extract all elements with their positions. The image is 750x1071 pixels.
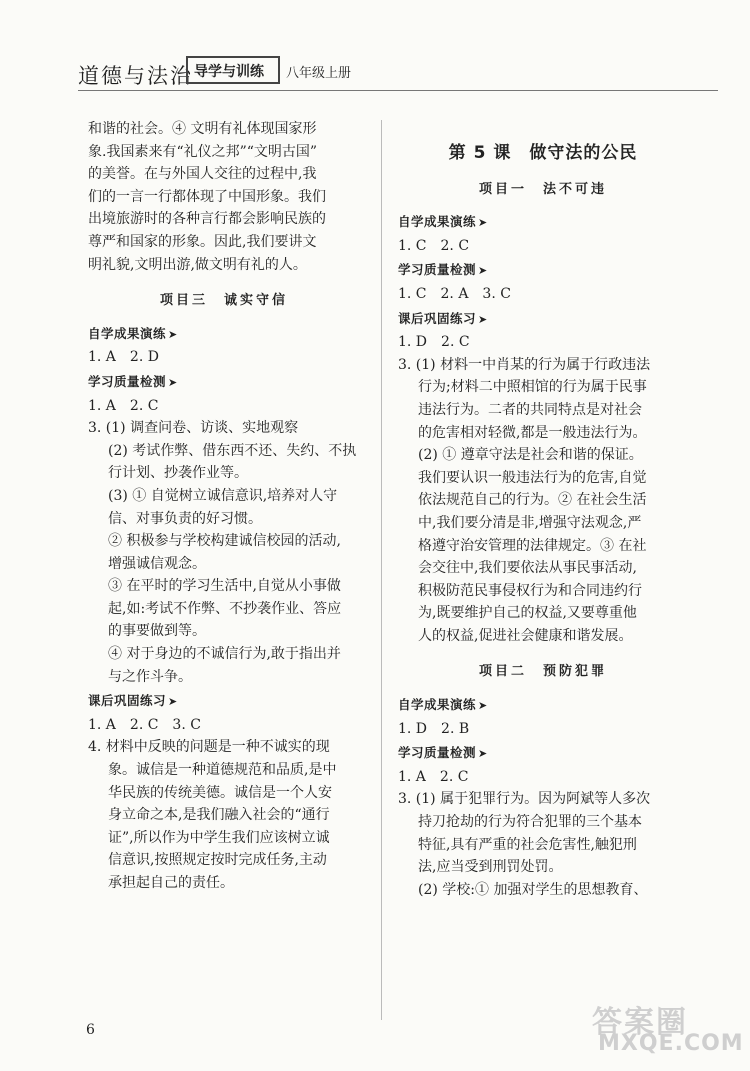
text-line: (2) ① 遵章守法是社会和谐的保证。 [418,447,643,464]
series-title: 导学与训练 [194,64,264,80]
question-3-answer [88,417,360,688]
text-line: 明礼貌,文明出游,做文明有礼的人。 [88,256,307,273]
text-line: 身立命之本,是我们融入社会的“通行 [108,807,330,824]
answers-line: 1. D 2. C [398,334,470,351]
answers-line: 1. A 2. D [88,349,159,366]
header-rule [78,90,718,91]
section-label: 课后巩固练习 ➤ [88,693,178,709]
text-line: 行为;材料二中照相馆的行为属于民事 [418,379,647,396]
answers-line: 1. A 2. C 3. C [88,716,201,733]
text-line: 和谐的社会。④ 文明有礼体现国家形 [88,121,317,137]
section-label: 学习质量检测 ➤ [88,373,178,389]
text-line: 象。诚信是一种道德规范和品质,是中 [108,762,337,779]
section-label: 学习质量检测 ➤ [398,262,488,278]
section-label: 自学成果演练 ➤ [88,325,178,341]
answers-line: 1. C 2. C [398,237,470,254]
triangle-icon: ➤ [478,747,488,761]
triangle-icon: ➤ [478,216,488,230]
text-line: (2) 学校:① 加强对学生的思想教育、 [418,881,648,898]
right-column [398,118,688,901]
section-label: 学习质量检测 ➤ [398,745,488,761]
triangle-icon: ➤ [168,327,178,341]
text-line: 特征,具有严重的社会危害性,触犯刑 [418,836,637,853]
answers-line: 1. A 2. C [398,768,469,785]
text-line: 尊严和国家的形象。因此,我们要讲文 [88,233,317,250]
question-4-answer [88,736,360,894]
text-line: 象.我国素来有“礼仪之邦”“文明古国” [88,143,318,160]
triangle-icon: ➤ [478,312,488,326]
text-line: 积极防范民事侵权行为和合同违约行 [418,582,642,599]
triangle-icon: ➤ [168,695,178,709]
continued-paragraph [88,118,360,276]
text-line: 起,如:考试不作弊、不抄袭作业、答应 [108,600,342,617]
left-column [88,118,360,895]
text-line: 的危害相对轻微,都是一般违法行为。 [418,424,647,441]
triangle-icon: ➤ [478,264,488,278]
text-line: 出境旅游时的各种言行都会影响民族的 [88,211,326,228]
answers-line: 1. C 2. A 3. C [398,285,511,302]
answers-line: 1. D 2. B [398,720,470,737]
text-line: 3. (1) 材料一中肖某的行为属于行政违法 [398,356,651,373]
text-line: 我们要认识一般违法行为的危害,自觉 [418,469,647,486]
watermark-line: MXQE.COM [598,1031,744,1056]
lesson-title: 第 5 课 做守法的公民 [448,143,638,163]
text-line: 3. (1) 属于犯罪行为。因为阿斌等人多次 [398,791,651,808]
text-line: 3. (1) 调查问卷、访谈、实地观察 [88,420,299,437]
answers-line: 1. A 2. C [88,397,159,414]
grade-label: 八年级上册 [286,66,352,81]
item-title-1: 项目一 法不可违 [478,181,607,197]
text-line: ③ 在平时的学习生活中,自觉从小事做 [108,578,341,595]
text-line: 承担起自己的责任。 [108,875,234,891]
text-line: 格遵守治安管理的法律规定。③ 在社 [418,537,647,554]
text-line: 与之作斗争。 [108,668,192,685]
text-line: 持刀抢劫的行为符合犯罪的三个基本 [418,814,642,831]
text-line: 的事要做到等。 [108,623,206,640]
question-3b-answer [398,788,688,901]
text-line: 依法规范自己的行为。② 在社会生活 [418,492,647,509]
triangle-icon: ➤ [478,699,488,713]
text-line: ② 积极参与学校构建诚信校园的活动, [108,533,341,550]
text-line: 证”,所以作为中学生我们应该树立诚 [108,829,330,846]
subject-title: 道德与法治 [78,64,193,88]
question-3-answer [398,354,688,648]
text-line: 中,我们要分清是非,增强守法观念,严 [418,514,642,531]
section-label: 自学成果演练 ➤ [398,697,488,713]
text-line: 会交往中,我们要依法从事民事活动, [418,560,637,577]
text-line: 信、对事负责的好习惯。 [108,510,262,527]
section-label: 自学成果演练 ➤ [398,214,488,230]
text-line: (2) 考试作弊、借东西不还、失约、不执 [108,442,357,459]
item-title-2: 项目二 预防犯罪 [478,664,607,680]
text-line: ④ 对于身边的不诚信行为,敢于指出并 [108,646,341,663]
section-label: 课后巩固练习 ➤ [398,310,488,326]
text-line: 行计划、抄袭作业等。 [108,465,248,482]
text-line: 信意识,按照规定按时完成任务,主动 [108,852,327,869]
item-title-3: 项目三 诚实守信 [159,293,288,309]
text-line: 人的权益,促进社会健康和谐发展。 [418,627,633,644]
text-line: 为,既要维护自己的权益,又要尊重他 [418,605,637,622]
text-line: 们的一言一行都体现了中国形象。我们 [88,188,326,205]
text-line: 违法行为。二者的共同特点是对社会 [418,401,642,418]
text-line: 的美誉。在与外国人交往的过程中,我 [88,166,317,183]
text-line: 华民族的传统美德。诚信是一个人安 [108,784,332,801]
text-line: 法,应当受到刑罚处罚。 [418,859,563,876]
text-line: (3) ① 自觉树立诚信意识,培养对人守 [108,487,338,504]
triangle-icon: ➤ [168,375,178,389]
column-divider [381,120,382,1020]
text-line: 4. 材料中反映的问题是一种不诚实的现 [88,739,330,756]
watermark-line: 答案圈 [592,1005,688,1040]
watermark-logo [592,997,742,1061]
page-number: 6 [86,1022,95,1038]
page-header [78,56,718,94]
text-line: 增强诚信观念。 [108,555,206,572]
